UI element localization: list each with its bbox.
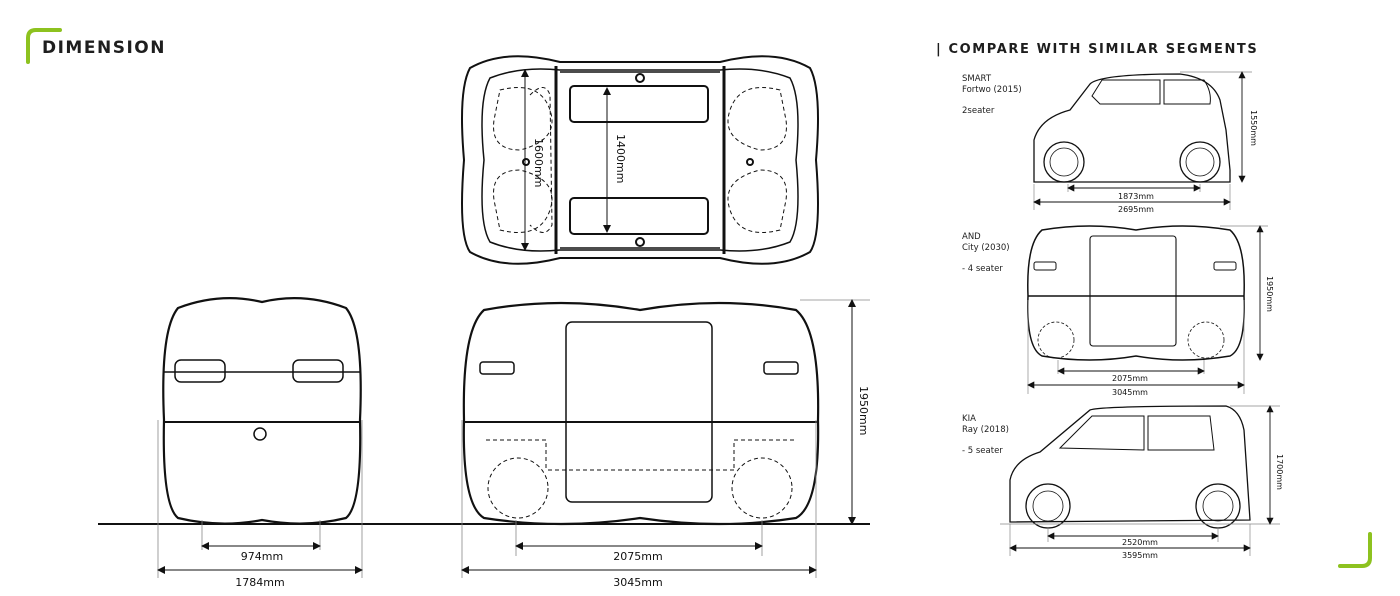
side-height-label: 1950mm (857, 386, 870, 436)
top-width-outer-label: 1600mm (532, 138, 545, 188)
kia-model: Ray (2018) (962, 425, 1009, 435)
and-seats: - 4 seater (962, 264, 1003, 274)
side-view-hidden-lines (486, 440, 794, 518)
and-model: City (2030) (962, 243, 1010, 253)
front-width-label: 1784mm (235, 576, 285, 589)
smart-car-drawing (1034, 74, 1230, 182)
front-track-label: 974mm (240, 550, 284, 563)
smart-spec (962, 74, 1032, 117)
compare-title: | COMPARE WITH SIMILAR SEGMENTS (936, 42, 1259, 57)
kia-name: KIA (962, 414, 976, 424)
top-width-inner-label: 1400mm (614, 134, 627, 184)
kia-spec (962, 414, 1032, 457)
side-length-label: 3045mm (613, 576, 663, 589)
smart-wheelbase-label: 1873mm (1118, 192, 1154, 201)
kia-length-label: 3595mm (1122, 551, 1158, 560)
smart-name: SMART (962, 74, 992, 84)
kia-wheelbase-label: 2520mm (1122, 538, 1158, 547)
kia-ray-drawing (1010, 406, 1250, 528)
and-city-drawing (1028, 226, 1244, 360)
smart-model: Fortwo (2015) (962, 85, 1022, 95)
kia-seats: - 5 seater (962, 446, 1003, 456)
and-spec (962, 232, 1032, 275)
side-view-drawing (464, 303, 818, 524)
and-wheelbase-label: 2075mm (1112, 374, 1148, 383)
front-view-drawing (163, 298, 360, 523)
smart-height-label: 1550mm (1249, 110, 1258, 146)
side-wheelbase-label: 2075mm (613, 550, 663, 563)
and-length-label: 3045mm (1112, 388, 1148, 397)
side-view-dim-lines (462, 300, 870, 578)
and-height-label: 1950mm (1265, 276, 1274, 312)
page-title: DIMENSION (42, 38, 166, 58)
and-name: AND (962, 232, 981, 242)
smart-length-label: 2695mm (1118, 205, 1154, 214)
kia-height-label: 1700mm (1275, 454, 1284, 490)
smart-seats: 2seater (962, 106, 995, 116)
